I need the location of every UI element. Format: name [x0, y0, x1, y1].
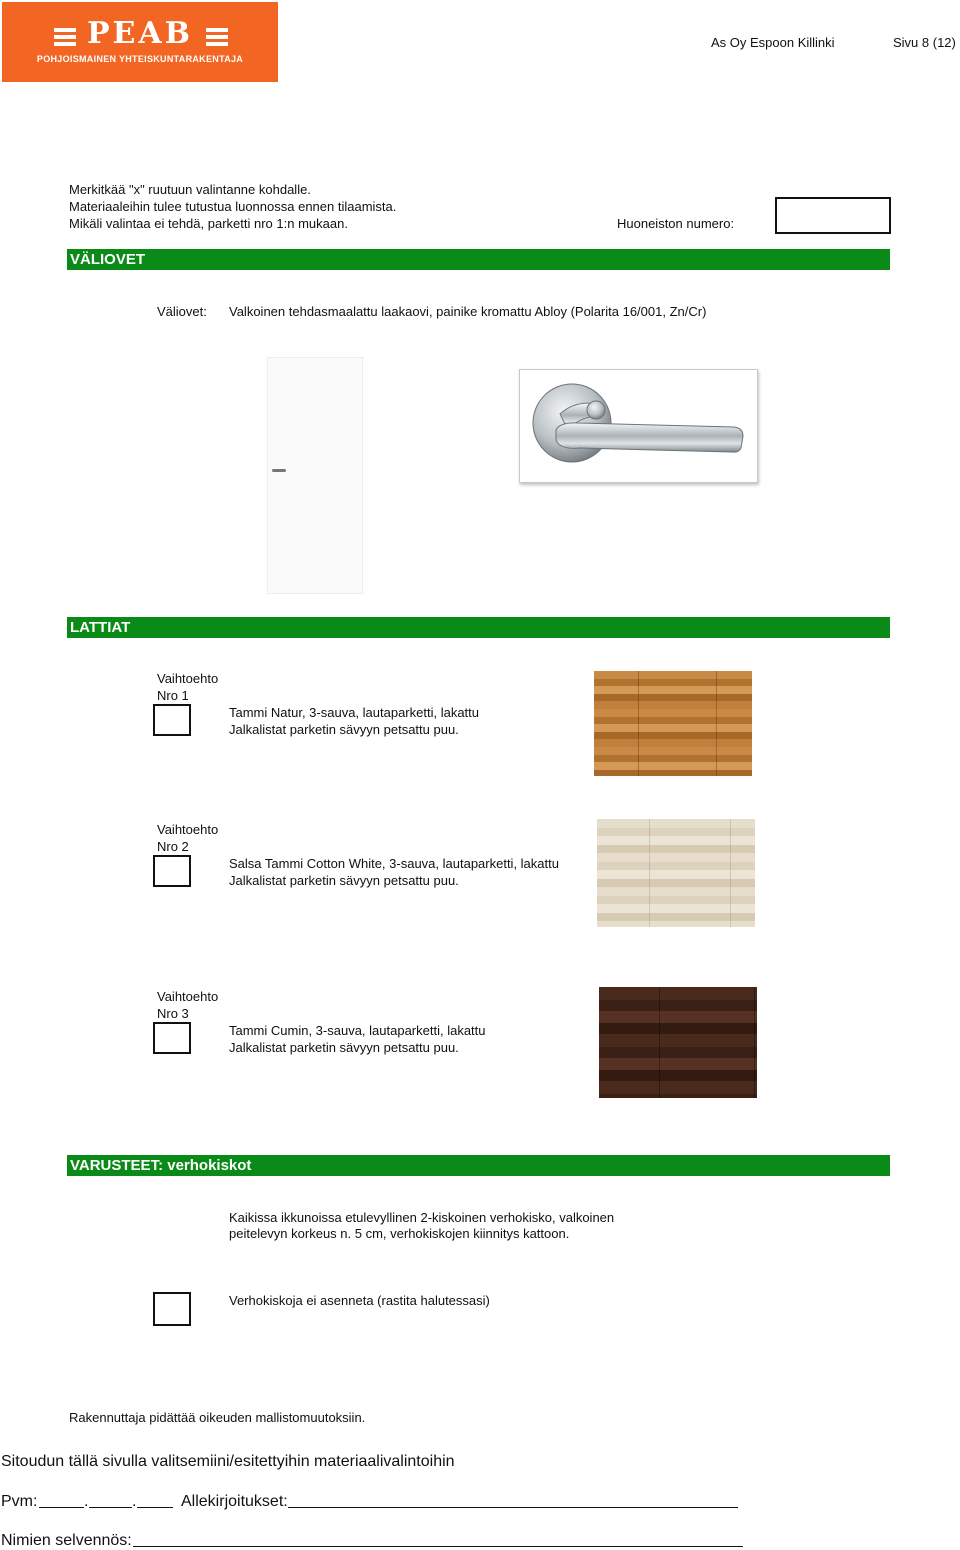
accessories-description-1: Kaikissa ikkunoissa etulevyllinen 2-kiskoinen verhokisko, valkoinen	[229, 1210, 615, 1225]
accessories-description-2: peitelevyn korkeus n. 5 cm, verhokiskojen kiinnitys kattoon.	[229, 1226, 570, 1241]
floor-option-2-checkbox[interactable]	[153, 855, 191, 887]
doors-description: Valkoinen tehdasmaalattu laakaovi, painike kromattu Abloy (Polarita 16/001, Zn/Cr)	[229, 304, 707, 319]
instruction-line-3: Mikäli valintaa ei tehdä, parketti nro 1:n mukaan.	[69, 216, 348, 231]
instruction-line-2: Materiaaleihin tulee tutustua luonnossa ennen tilaamista.	[69, 199, 397, 214]
floor-option-3-note: Jalkalistat parketin sävyyn petsattu puu.	[229, 1040, 459, 1055]
section-floors-title: LATTIAT	[70, 619, 131, 636]
date-day-field[interactable]	[39, 1507, 84, 1508]
door-image	[267, 357, 363, 594]
commitment-text: Sitoudun tällä sivulla valitsemiini/esitettyihin materiaalivalintoihin	[1, 1453, 455, 1470]
name-clarification-field[interactable]	[133, 1546, 743, 1547]
floor-option-2-name: Salsa Tammi Cotton White, 3-sauva, lautaparketti, lakattu	[229, 856, 559, 871]
room-number-label: Huoneiston numero:	[617, 216, 735, 231]
floor-option-2-number: Nro 2	[157, 839, 189, 854]
signatures-label: Allekirjoitukset:	[181, 1493, 288, 1510]
signatures-field[interactable]	[288, 1507, 738, 1508]
floor-option-3-label: Vaihtoehto	[157, 989, 219, 1004]
disclaimer: Rakennuttaja pidättää oikeuden mallistomuutoksiin.	[69, 1410, 366, 1425]
logo-subtitle: POHJOISMAINEN YHTEISKUNTARAKENTAJA	[36, 54, 244, 64]
floor-option-1-note: Jalkalistat parketin sävyyn petsattu puu.	[229, 722, 459, 737]
page-number: Sivu 8 (12)	[893, 35, 956, 50]
door-handle-detail	[272, 469, 286, 472]
door-handle-image	[519, 369, 758, 483]
floor-option-1-number: Nro 1	[157, 688, 189, 703]
doors-label: Väliovet:	[157, 304, 207, 319]
date-month-field[interactable]	[89, 1507, 132, 1508]
date-separator-2: .	[132, 1493, 137, 1510]
handle-drawing	[520, 370, 757, 482]
name-clarification-label: Nimien selvennös:	[1, 1532, 132, 1549]
floor-option-3-number: Nro 3	[157, 1006, 189, 1021]
floor-option-2-swatch	[597, 819, 755, 927]
floor-option-3-name: Tammi Cumin, 3-sauva, lautaparketti, lakattu	[229, 1023, 486, 1038]
date-separator-1: .	[84, 1493, 89, 1510]
date-label: Pvm:	[1, 1493, 38, 1510]
section-accessories-title: VARUSTEET: verhokiskot	[70, 1157, 252, 1174]
date-year-field[interactable]	[137, 1507, 173, 1508]
floor-option-3-swatch	[599, 987, 757, 1098]
floor-option-2-label: Vaihtoehto	[157, 822, 219, 837]
project-name: As Oy Espoon Killinki	[711, 35, 835, 50]
floor-option-1-checkbox[interactable]	[153, 704, 191, 736]
floor-option-3-checkbox[interactable]	[153, 1022, 191, 1054]
section-doors-title: VÄLIOVET	[70, 251, 146, 268]
logo-stripes-right	[206, 28, 228, 48]
section-doors-header	[67, 249, 890, 270]
section-floors-header	[67, 617, 890, 638]
section-accessories-header	[67, 1155, 890, 1176]
curtain-rail-opt-out-checkbox[interactable]	[153, 1292, 191, 1326]
floor-option-1-swatch	[594, 671, 752, 776]
floor-option-1-label: Vaihtoehto	[157, 671, 219, 686]
room-number-field[interactable]	[775, 197, 891, 234]
floor-option-2-note: Jalkalistat parketin sävyyn petsattu puu.	[229, 873, 459, 888]
curtain-rail-opt-out-label: Verhokiskoja ei asenneta (rastita halutessasi)	[229, 1293, 490, 1308]
peab-logo	[2, 2, 278, 82]
floor-option-1-name: Tammi Natur, 3-sauva, lautaparketti, lakattu	[229, 705, 480, 720]
logo-word: PEAB	[86, 16, 194, 51]
instruction-line-1: Merkitkää "x" ruutuun valintanne kohdalle.	[69, 182, 311, 197]
